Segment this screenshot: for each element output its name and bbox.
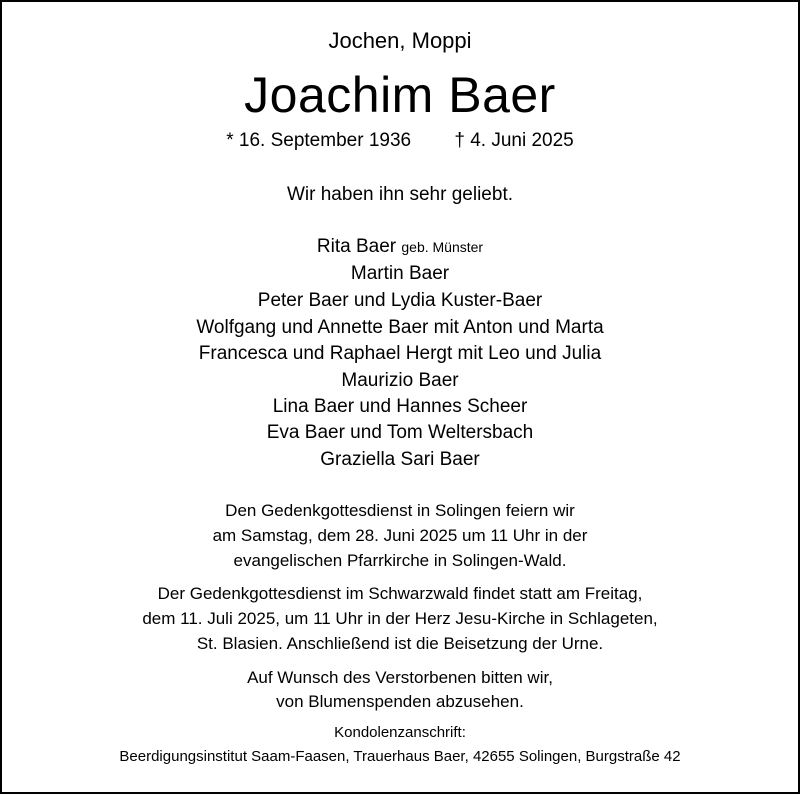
family-member: Francesca und Raphael Hergt mit Leo und Julia: [198, 343, 602, 364]
life-dates: [2, 130, 798, 152]
service-solingen-line: Den Gedenkgottesdienst in Solingen feiern wir: [225, 501, 575, 520]
condolence-address: Beerdigungsinstitut Saam-Faasen, Trauerhaus Baer, 42655 Solingen, Burgstraße 42: [119, 748, 681, 765]
quote: Wir haben ihn sehr geliebt.: [286, 184, 513, 205]
nickname: Jochen, Moppi: [328, 28, 472, 53]
service-schwarzwald-line: dem 11. Juli 2025, um 11 Uhr in der Herz Jesu-Kirche in Schlageten,: [142, 609, 658, 628]
family-first-suffix: geb. Münster: [401, 239, 484, 255]
deceased-name: Joachim Baer: [244, 67, 556, 123]
family-member: Eva Baer und Tom Weltersbach: [266, 422, 534, 443]
family-member: [2, 236, 798, 258]
family-member: Wolfgang und Annette Baer mit Anton und Marta: [196, 317, 604, 338]
death-date: † 4. Juni 2025: [454, 130, 574, 151]
family-member: Graziella Sari Baer: [320, 449, 480, 470]
flowers-note-line: Auf Wunsch des Verstorbenen bitten wir,: [247, 668, 553, 687]
family-member: Maurizio Baer: [341, 370, 459, 391]
family-member: Martin Baer: [350, 263, 450, 284]
family-member: Lina Baer und Hannes Scheer: [272, 396, 528, 417]
family-member: Peter Baer und Lydia Kuster-Baer: [257, 290, 543, 311]
condolence-label: Kondolenzanschrift:: [334, 724, 466, 741]
birth-date: * 16. September 1936: [226, 130, 412, 151]
service-schwarzwald-line: Der Gedenkgottesdienst im Schwarzwald findet statt am Freitag,: [157, 584, 643, 603]
service-schwarzwald-line: St. Blasien. Anschließend ist die Beisetzung der Urne.: [196, 634, 604, 653]
service-solingen-line: evangelischen Pfarrkirche in Solingen-Wald.: [233, 551, 567, 570]
flowers-note-line: von Blumenspenden abzusehen.: [276, 692, 524, 711]
family-first-name: Rita Baer: [316, 236, 397, 257]
service-solingen-line: am Samstag, dem 28. Juni 2025 um 11 Uhr in der: [212, 526, 588, 545]
